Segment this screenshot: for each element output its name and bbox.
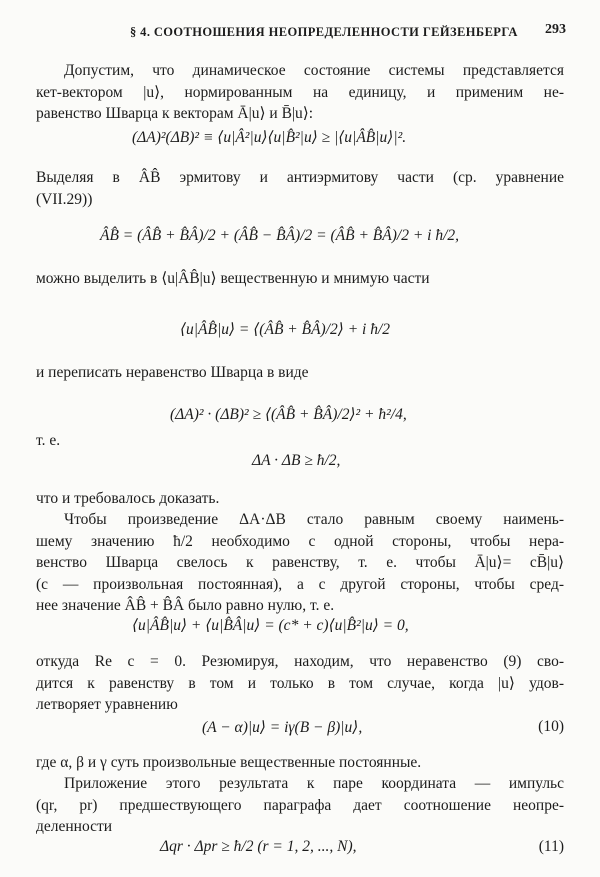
text-line: летворяет уравнению xyxy=(36,696,178,714)
text-line: (c — произвольная постоянная), а с другой стороны, чтобы сред- xyxy=(36,575,564,593)
paragraph-ie xyxy=(36,430,564,452)
text-line: где α, β и γ суть произвольные вещественные постоянные. xyxy=(36,754,422,771)
paragraph-summary xyxy=(36,651,564,716)
equation-10: (A − α)|u⟩ = iγ(B − β)|u⟩, xyxy=(202,719,363,736)
text-line: (qr, pr) предшествующего параграфа дает соотношение неопре- xyxy=(36,796,564,814)
equation-result: ΔA · ΔB ≥ ħ/2, xyxy=(252,452,341,469)
paragraph-application xyxy=(36,773,564,838)
equation-11: Δqr · Δpr ≥ ħ/2 (r = 1, 2, ..., N), xyxy=(160,838,357,855)
paragraph-minimum xyxy=(36,509,564,617)
text-line: и переписать неравенство Шварца в виде xyxy=(36,364,309,381)
equation-number-11: (11) xyxy=(538,838,564,855)
text-line: деленности xyxy=(36,818,113,836)
text-line: кет-вектором |u⟩, нормированным на единицу, и применим не- xyxy=(36,83,564,101)
text-line: венство Шварца свелось к равенству, т. е. чтобы Ā|u⟩= cB̄|u⟩ xyxy=(36,554,564,572)
text-line: Допустим, что динамическое состояние системы представляется xyxy=(64,62,564,79)
paragraph-intro xyxy=(36,60,564,125)
paragraph-split xyxy=(36,268,564,290)
text-line: равенство Шварца к векторам Ā|u⟩ и B̄|u⟩: xyxy=(36,105,314,123)
equation-expectation: ⟨u|ÂB̂|u⟩ = ⟨(ÂB̂ + B̂Â)/2⟩ + i ħ/2 xyxy=(180,321,391,338)
text-line: Чтобы произведение ΔA·ΔB стало равным своему наимень- xyxy=(64,511,564,528)
text-line: можно выделить в ⟨u|ÂB̂|u⟩ вещественную и мнимую части xyxy=(36,270,430,287)
paragraph-constants xyxy=(36,752,564,774)
equation-number-10: (10) xyxy=(538,718,564,735)
paragraph-rewrite xyxy=(36,362,564,384)
equation-decomposition: ÂB̂ = (ÂB̂ + B̂Â)/2 + (ÂB̂ − B̂Â)/2 = (ÂB̂ + B̂Â)/2 + i ħ/2, xyxy=(100,227,460,244)
equation-inequality: (ΔA)² · (ΔB)² ≥ ⟨(ÂB̂ + B̂Â)/2⟩² + ħ²/4, xyxy=(170,406,407,423)
text-line: нее значение ÂB̂ + B̂Â было равно нулю, т. е. xyxy=(36,597,335,615)
text-line: Выделяя в ÂB̂ эрмитову и антиэрмитову части (ср. уравнение xyxy=(36,169,564,186)
text-line: дится к равенству в том и только в том случае, когда |u⟩ удов- xyxy=(36,674,564,692)
equation-schwarz: (ΔA)²(ΔB)² ≡ ⟨u|Â²|u⟩⟨u|B̂²|u⟩ ≥ |⟨u|ÂB̂|u⟩|². xyxy=(132,129,407,146)
paragraph-hermitian xyxy=(36,167,564,210)
text-line: откуда Re c = 0. Резюмируя, находим, что неравенство (9) сво- xyxy=(36,653,564,670)
equation-condition: ⟨u|ÂB̂|u⟩ + ⟨u|B̂Â|u⟩ = (c* + c)⟨u|B̂²|u⟩ = 0, xyxy=(132,617,409,634)
text-line: т. е. xyxy=(36,432,61,449)
paragraph-qed xyxy=(36,488,564,510)
page-number: 293 xyxy=(545,22,566,37)
text-line: что и требовалось доказать. xyxy=(36,490,220,507)
text-line: Приложение этого результата к паре координата — импульс xyxy=(64,775,564,792)
running-header: § 4. СООТНОШЕНИЯ НЕОПРЕДЕЛЕННОСТИ ГЕЙЗЕНБЕРГА xyxy=(130,25,518,39)
text-line: шему значению ħ/2 необходимо с одной стороны, чтобы нера- xyxy=(36,532,564,550)
text-line: (VII.29)) xyxy=(36,190,93,208)
